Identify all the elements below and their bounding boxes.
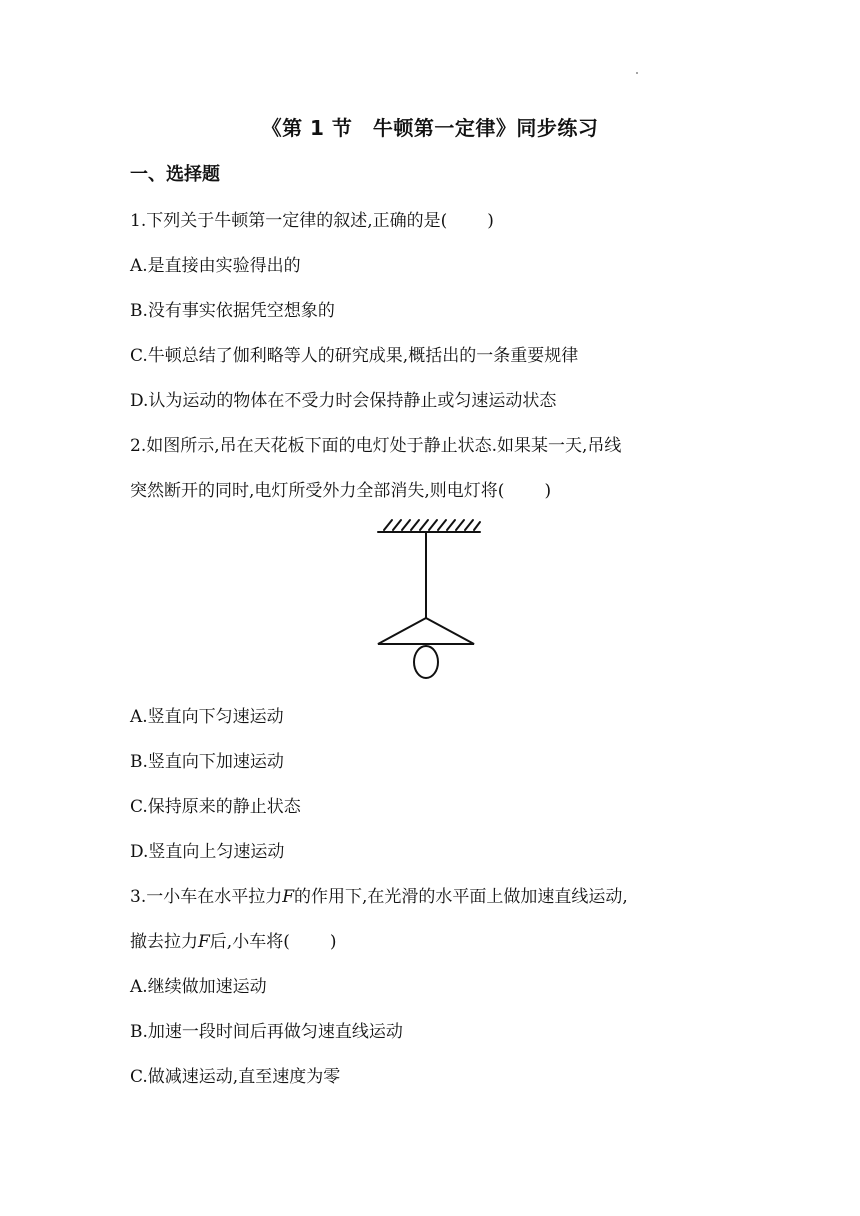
question-1-option-a: A.是直接由实验得出的 bbox=[130, 256, 301, 276]
question-1-option-c: C.牛顿总结了伽利略等人的研究成果,概括出的一条重要规律 bbox=[130, 346, 579, 366]
force-variable: F bbox=[282, 887, 295, 907]
question-3-stem-line-1 bbox=[130, 882, 628, 907]
page-speck bbox=[636, 72, 638, 74]
question-2-option-c: C.保持原来的静止状态 bbox=[130, 797, 301, 817]
question-2-option-d: D.竖直向上匀速运动 bbox=[130, 842, 285, 862]
question-1-option-b: B.没有事实依据凭空想象的 bbox=[130, 301, 335, 321]
hanging-lamp-figure bbox=[372, 512, 488, 686]
force-variable: F bbox=[198, 932, 210, 952]
ceiling-hatching bbox=[384, 520, 480, 530]
question-3-stem-text-b: 的作用下,在光滑的水平面上做加速直线运动, bbox=[294, 887, 628, 907]
section-heading: 一、选择题 bbox=[130, 164, 220, 185]
question-3-option-c: C.做减速运动,直至速度为零 bbox=[130, 1067, 341, 1087]
question-3-stem-text-c: 撤去拉力 bbox=[130, 932, 198, 952]
light-bulb bbox=[414, 646, 438, 678]
page-title: 《第 1 节 牛顿第一定律》同步练习 bbox=[261, 116, 599, 140]
question-3-stem-text-d: 后,小车将( bbox=[209, 932, 290, 952]
question-2-stem-text: 突然断开的同时,电灯所受外力全部消失,则电灯将( bbox=[130, 481, 505, 501]
question-3-stem-close: ) bbox=[329, 932, 337, 952]
question-1-stem-text: 1.下列关于牛顿第一定律的叙述,正确的是( bbox=[130, 211, 448, 231]
question-3-option-b: B.加速一段时间后再做匀速直线运动 bbox=[130, 1022, 403, 1042]
question-2-stem-line-1: 2.如图所示,吊在天花板下面的电灯处于静止状态.如果某一天,吊线 bbox=[130, 436, 622, 456]
question-1-stem-close: ) bbox=[487, 211, 494, 231]
question-1-option-d: D.认为运动的物体在不受力时会保持静止或匀速运动状态 bbox=[130, 391, 557, 411]
hanging-lamp-diagram bbox=[372, 512, 488, 682]
question-2-option-b: B.竖直向下加速运动 bbox=[130, 752, 284, 772]
question-3-stem-text-a: 3.一小车在水平拉力 bbox=[130, 887, 283, 907]
question-2-option-a: A.竖直向下匀速运动 bbox=[130, 707, 284, 727]
question-2-stem-close: ) bbox=[544, 481, 552, 501]
question-1-stem bbox=[130, 206, 494, 231]
question-3-option-a: A.继续做加速运动 bbox=[130, 977, 267, 997]
question-2-stem-line-2 bbox=[130, 476, 551, 501]
lamp-shade bbox=[378, 618, 474, 644]
question-3-stem-line-2 bbox=[130, 927, 336, 952]
